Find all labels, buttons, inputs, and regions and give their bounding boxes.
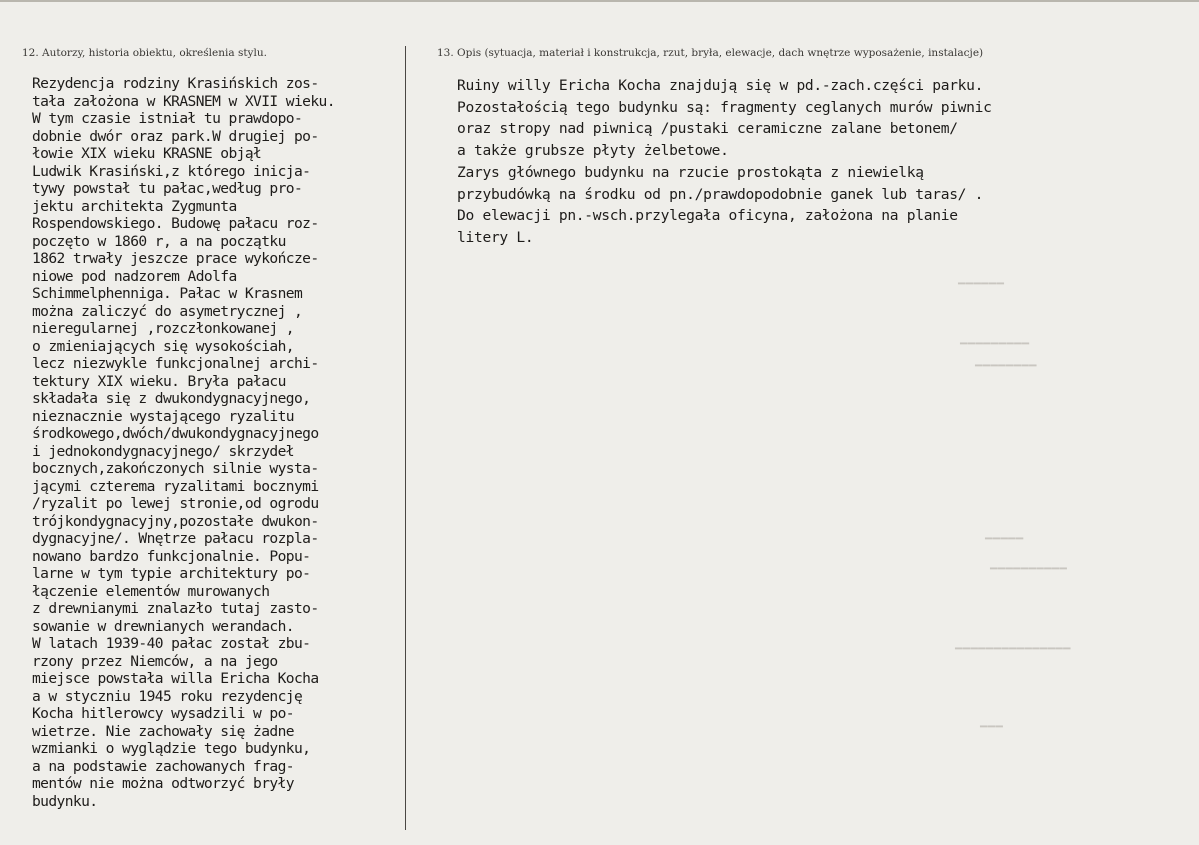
history-text-line: tała założona w KRASNEM w XVII wieku. <box>32 92 335 110</box>
history-text-line: z drewnianymi znalazło tutaj zasto- <box>32 600 319 617</box>
description-text-line: a także grubsze płyty żelbetowe. <box>457 142 729 160</box>
show-through-mark: ▔▔▔▔▔▔▔▔ <box>975 352 1037 366</box>
history-text-line: a w styczniu 1945 roku rezydencję <box>32 687 303 705</box>
description-text-line: przybudówką na środku od pn./prawdopodobnie ganek lub taras/ . <box>457 185 984 203</box>
history-text-line: wzmianki o wyglądzie tego budynku, <box>32 740 311 757</box>
history-text-line: tywy powstał tu pałac,według pro- <box>32 180 303 197</box>
history-text-line: łączenie elementów murowanych <box>32 582 270 600</box>
history-text-line: poczęto w 1860 r, a na początku <box>32 232 286 250</box>
history-text-line: i jednokondygnacyjnego/ skrzydeł <box>32 442 294 460</box>
history-text-line: jektu architekta Zygmunta <box>32 197 237 215</box>
history-text-line: łowie XIX wieku KRASNE objął <box>32 145 262 162</box>
history-text-line: składała się z dwukondygnacyjnego, <box>32 390 311 407</box>
history-text-column <box>32 75 412 810</box>
history-text-line: /ryzalit po lewej stronie,od ogrodu <box>32 495 319 512</box>
description-text-line: Pozostałością tego budynku są: fragmenty ceglanych murów piwnic <box>457 98 992 116</box>
history-text-line: nieregularnej ,rozczłonkowanej , <box>32 320 294 337</box>
history-text-line: Schimmelphenniga. Pałac w Krasnem <box>32 285 303 302</box>
history-text-line: W tym czasie istniał tu prawdopo- <box>32 110 303 127</box>
history-text-line: dygnacyjne/. Wnętrze pałacu rozpla- <box>32 530 319 547</box>
history-text-line: Rezydencja rodziny Krasińskich zos- <box>32 75 319 92</box>
history-text-line: o zmieniających się wysokościah, <box>32 337 294 355</box>
history-text-line: wietrze. Nie zachowały się żadne <box>32 722 294 740</box>
section-12-heading: 12. Autorzy, historia obiektu, określenia stylu. <box>22 47 267 59</box>
history-text-line: lecz niezwykle funkcjonalnej archi- <box>32 355 319 372</box>
show-through-mark: ▔▔▔▔▔▔▔▔▔▔▔▔▔▔▔ <box>955 635 1071 649</box>
history-text-line: Rospendowskiego. Budowę pałacu roz- <box>32 215 319 232</box>
description-text-line: Ruiny willy Ericha Kocha znajdują się w pd.-zach.części parku. <box>457 77 984 94</box>
description-text-line: oraz stropy nad piwnicą /pustaki ceramiczne zalane betonem/ <box>457 120 958 138</box>
history-text-line: sowanie w drewnianych werandach. <box>32 617 294 635</box>
history-text-line: Ludwik Krasiński,z którego inicja- <box>32 162 311 180</box>
description-text-line: litery L. <box>457 228 534 246</box>
history-text-line: nowano bardzo funkcjonalnie. Popu- <box>32 547 311 565</box>
history-text-line: niowe pod nadzorem Adolfa <box>32 267 237 285</box>
history-text-line: rzony przez Niemców, a na jego <box>32 652 278 670</box>
section-13-heading: 13. Opis (sytuacja, materiał i konstrukcja, rzut, bryła, elewacje, dach wnętrze wyposażenie, instalacje) <box>437 47 984 59</box>
description-text-line: Zarys głównego budynku na rzucie prostokąta z niewielką <box>457 163 924 181</box>
history-text-line: 1862 trwały jeszcze prace wykończe- <box>32 250 319 267</box>
history-text-line: trójkondygnacyjny,pozostałe dwukon- <box>32 512 319 530</box>
card-top-border <box>0 0 1199 2</box>
show-through-mark: ▔▔▔ <box>980 713 1004 727</box>
history-text-line: larne w tym typie architektury po- <box>32 565 311 582</box>
history-text-line: można zaliczyć do asymetrycznej , <box>32 302 303 320</box>
history-text-line: miejsce powstała willa Ericha Kocha <box>32 670 319 687</box>
history-text-line: Kocha hitlerowcy wysadzili w po- <box>32 705 294 722</box>
history-text-line: bocznych,zakończonych silnie wysta- <box>32 460 319 477</box>
history-text-line: dobnie dwór oraz park.W drugiej po- <box>32 127 319 145</box>
description-text-line: Do elewacji pn.-wsch.przylegała oficyna, założona na planie <box>457 207 958 225</box>
show-through-mark: ▔▔▔▔▔▔▔▔▔ <box>960 330 1030 344</box>
show-through-mark: ▔▔▔▔▔▔▔▔▔▔ <box>990 555 1068 569</box>
history-text-line: a na podstawie zachowanych frag- <box>32 757 294 775</box>
history-text-line: W latach 1939-40 pałac został zbu- <box>32 635 311 652</box>
history-text-line: nieznacznie wystającego ryzalitu <box>32 407 294 425</box>
history-text-line: tektury XIX wieku. Bryła pałacu <box>32 372 286 390</box>
history-text-line: jącymi czterema ryzalitami bocznymi <box>32 477 319 495</box>
show-through-mark: ▔▔▔▔▔ <box>985 525 1024 539</box>
history-text-line: mentów nie można odtworzyć bryły <box>32 775 294 792</box>
history-text-line: środkowego,dwóch/dwukondygnacyjnego <box>32 425 319 442</box>
history-text-line: budynku. <box>32 792 98 810</box>
description-text-column <box>457 75 1157 249</box>
show-through-mark: ▔▔▔▔▔▔ <box>958 270 1005 284</box>
